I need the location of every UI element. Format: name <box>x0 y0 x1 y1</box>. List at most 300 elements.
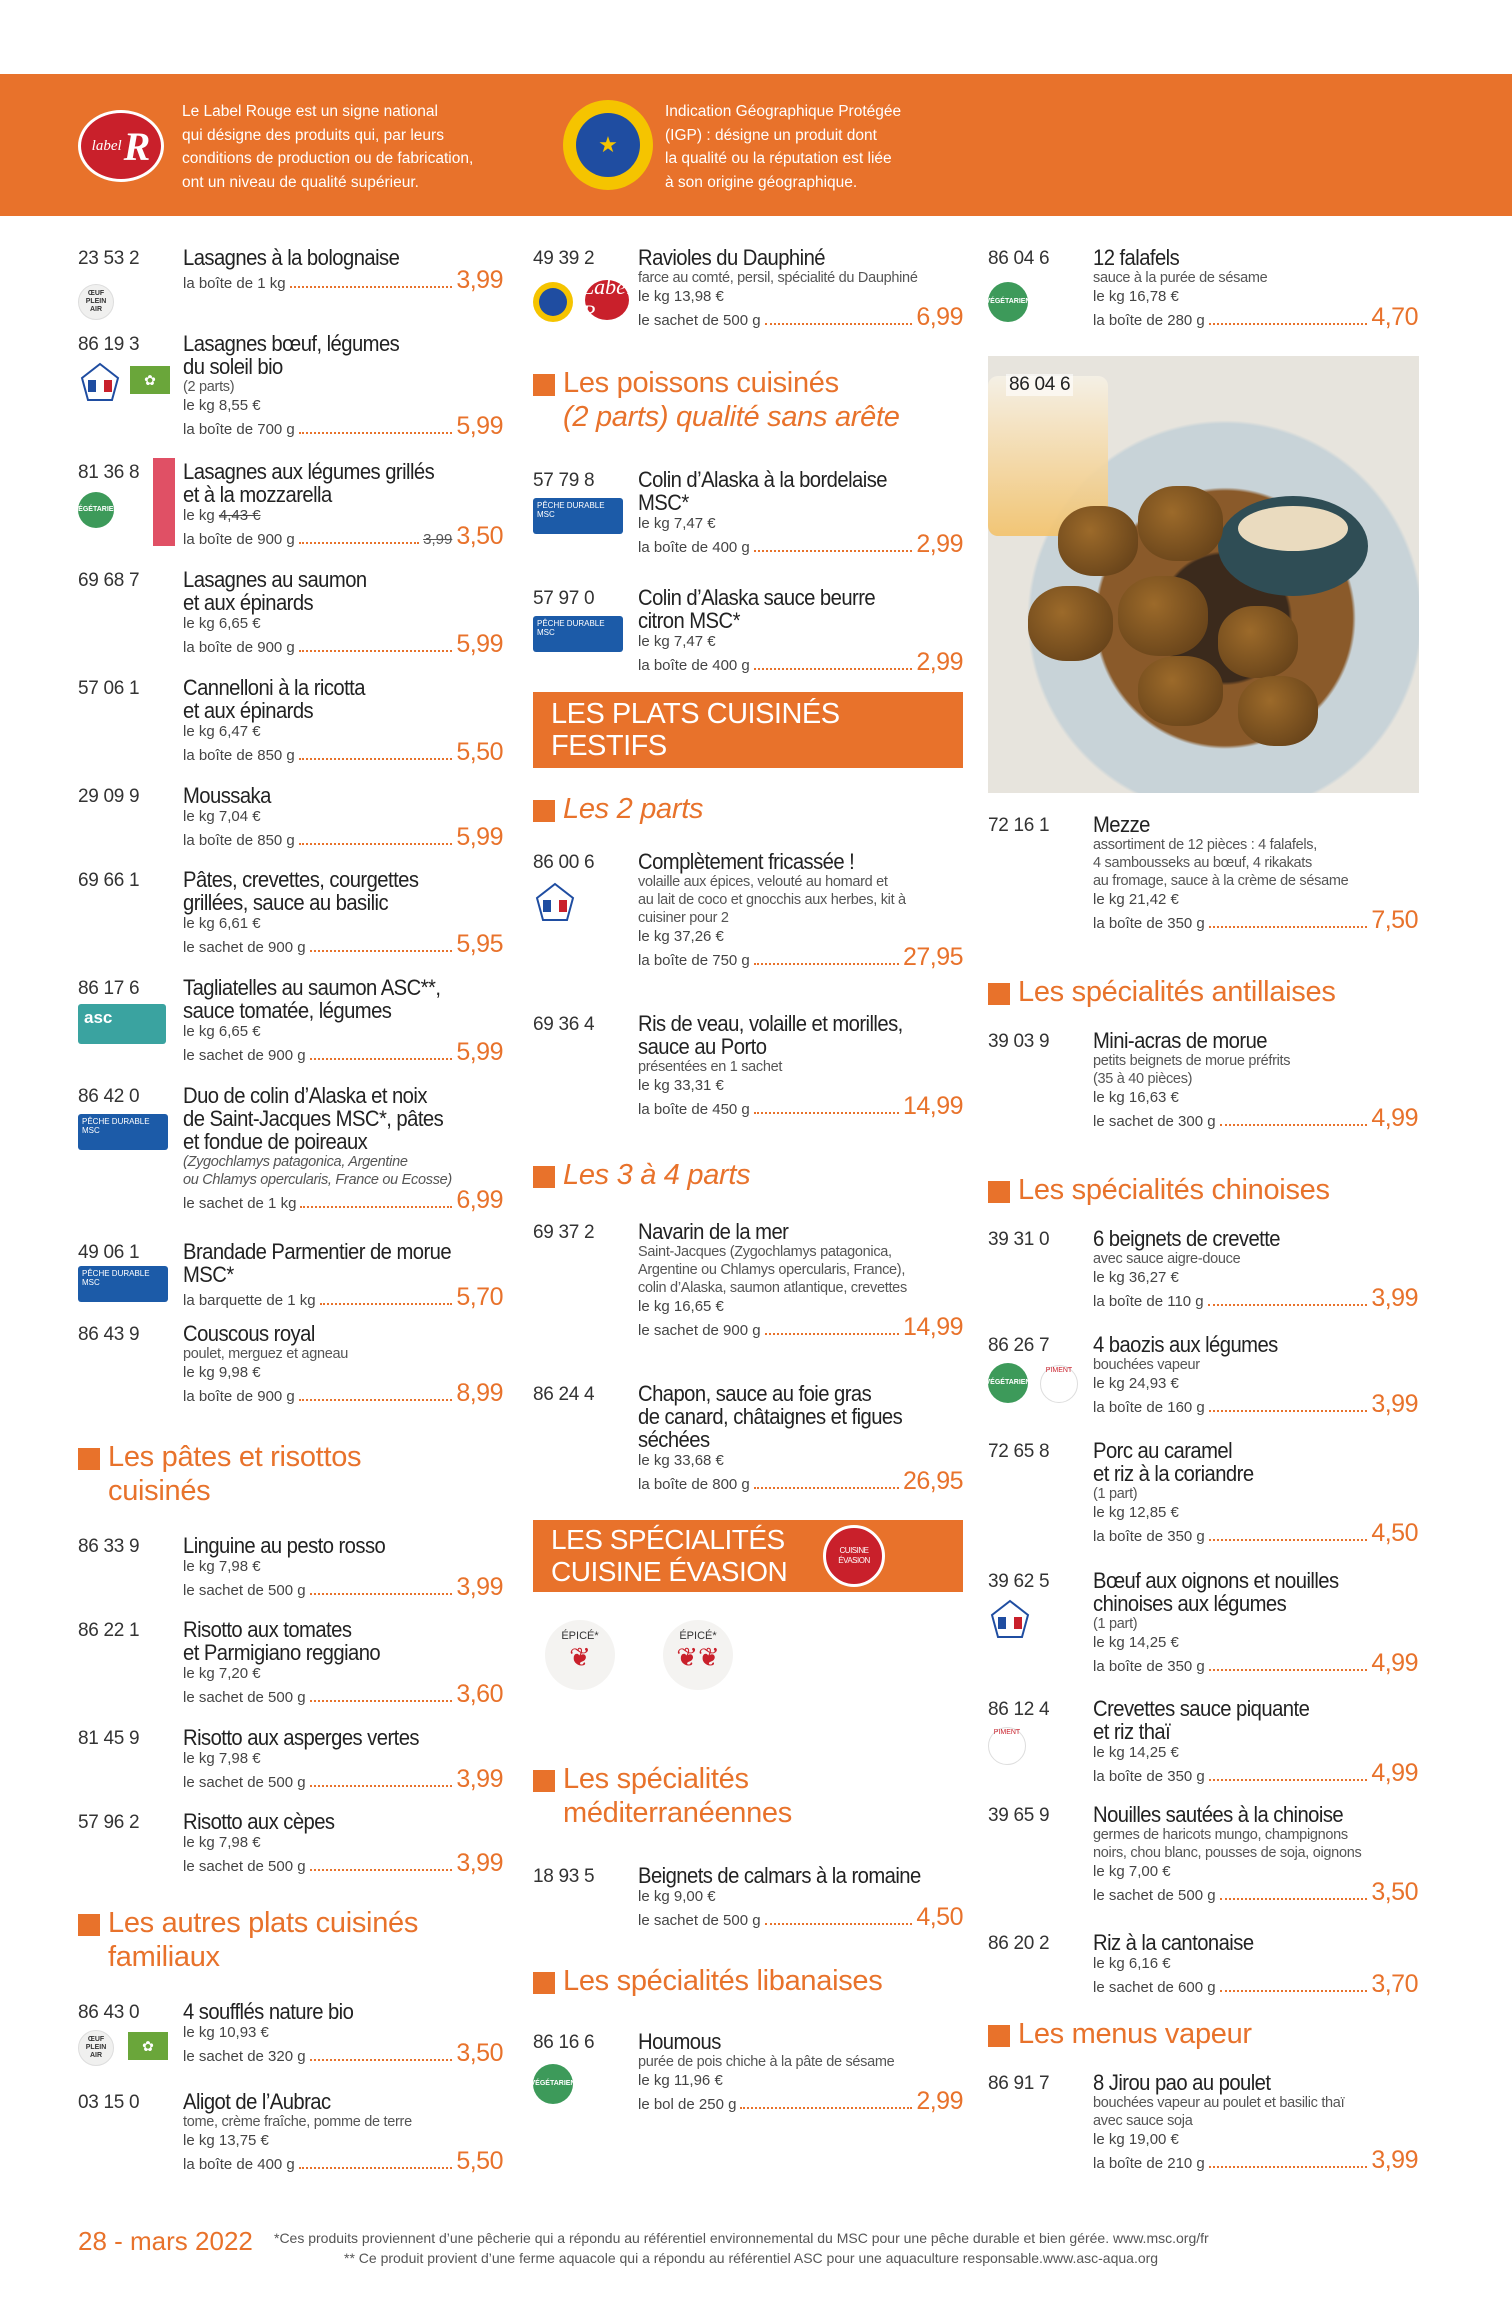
section-heading-chinoises: Les spécialités chinoises <box>988 1173 1418 1227</box>
product-name: Brandade Parmentier de morue <box>183 1239 452 1264</box>
price: 26,95 <box>902 1467 963 1495</box>
price-line <box>183 1283 503 1312</box>
product-code: 57 06 1 <box>78 678 140 699</box>
dotted-leader <box>299 2167 453 2169</box>
msc-label-icon: PÊCHE DURABLE MSC <box>533 616 623 652</box>
msc-label-icon: PÊCHE DURABLE MSC <box>78 1114 168 1150</box>
column-left <box>73 245 503 2190</box>
price-per-kg: le kg 33,31 € <box>638 1077 724 1094</box>
section-heading-antillaises: Les spécialités antillaises <box>988 975 1418 1029</box>
text: (IGP) : désigne un produit dont <box>665 126 877 144</box>
price-per-kg: le kg 7,98 € <box>183 1750 261 1767</box>
product-name: Linguine au pesto rosso <box>183 1533 386 1558</box>
text: *Ces produits proviennent d’une pêcherie qui a répondu au référentiel environnemental du MSC pour une pêche durable et bien gérée. www.msc.org/fr <box>274 2230 1209 2246</box>
product-name: séchées <box>638 1427 710 1452</box>
price-per-kg: le kg 16,65 € <box>638 1298 724 1315</box>
vegetarian-icon: VÉGÉTARIEN <box>533 2064 573 2104</box>
price-per-kg: le kg 11,96 € <box>638 2072 723 2089</box>
france-origin-icon <box>78 362 122 402</box>
dotted-leader <box>310 1785 453 1787</box>
product-name: citron MSC* <box>638 608 740 633</box>
product-name: et fondue de poireaux <box>183 1129 368 1154</box>
price: 4,50 <box>916 1903 963 1931</box>
text: la boîte de 900 g <box>183 531 295 548</box>
text: le sachet de 500 g <box>183 1858 306 1875</box>
price-per-kg: le kg 37,26 € <box>638 928 724 945</box>
product-code: 39 62 5 <box>988 1571 1050 1592</box>
dotted-leader <box>1208 1304 1368 1306</box>
product-description: Argentine ou Chlamys opercularis, France), <box>638 1262 906 1278</box>
product-item[interactable] <box>988 1439 1418 1569</box>
price: 27,95 <box>902 943 963 971</box>
sesame-sauce <box>1238 506 1348 551</box>
product-name: Mezze <box>1093 812 1150 837</box>
product-name: Porc au caramel <box>1093 1438 1233 1463</box>
product-description: colin d’Alaska, saumon atlantique, crevettes <box>638 1280 907 1296</box>
product-item[interactable] <box>988 813 1418 975</box>
product-item[interactable] <box>988 2071 1418 2191</box>
product-name: Houmous <box>638 2029 721 2054</box>
product-item[interactable] <box>78 1810 503 1906</box>
dotted-leader <box>754 1487 899 1489</box>
price-line <box>183 1038 503 1067</box>
dotted-leader <box>310 1700 453 1702</box>
product-description: (1 part) <box>1093 1616 1138 1632</box>
product-description: sauce à la purée de sésame <box>1093 270 1268 286</box>
product-name: Bœuf aux oignons et nouilles <box>1093 1568 1339 1593</box>
product-name: Ravioles du Dauphiné <box>638 245 826 270</box>
dotted-leader <box>1220 1990 1368 1992</box>
price: 3,70 <box>1371 1970 1418 1998</box>
section-heading-2parts: Les 2 parts <box>533 792 963 850</box>
text: le sachet de 900 g <box>183 1047 306 1064</box>
price-per-kg: le kg 6,65 € <box>183 1023 261 1040</box>
product-code: 86 33 9 <box>78 1536 140 1557</box>
falafel-ball <box>1238 676 1318 746</box>
text: Le Label Rouge est un signe national <box>182 103 438 120</box>
product-name: Pâtes, crevettes, courgettes <box>183 867 419 892</box>
price-line <box>183 930 503 959</box>
price: 2,99 <box>916 648 963 676</box>
dotted-leader <box>299 542 419 544</box>
price-per-kg: le kg 8,55 € <box>183 397 261 414</box>
product-item[interactable] <box>78 868 503 976</box>
text: ont un niveau de qualité supérieur. <box>182 173 419 191</box>
product-item[interactable] <box>985 245 1418 356</box>
price: 5,99 <box>456 823 503 851</box>
price-line <box>183 522 503 551</box>
text: la boîte de 400 g <box>638 539 750 556</box>
dotted-leader <box>740 2107 912 2109</box>
product-name: et aux épinards <box>183 590 314 615</box>
product-code: 81 45 9 <box>78 1728 140 1749</box>
product-item[interactable] <box>533 1012 963 1158</box>
text <box>539 288 567 316</box>
price-per-kg: le kg 13,75 € <box>183 2132 269 2149</box>
price: 4,99 <box>1371 1104 1418 1132</box>
product-description: (2 parts) <box>183 379 235 395</box>
dotted-leader <box>299 758 453 760</box>
spicy-icon <box>545 1620 615 1690</box>
section-heading-poissons <box>533 366 963 468</box>
product-code: 72 65 8 <box>988 1441 1050 1462</box>
product-name: 4 baozis aux légumes <box>1093 1332 1278 1357</box>
product-code: 29 09 9 <box>78 786 140 807</box>
price-per-kg: le kg 6,65 € <box>183 615 261 632</box>
dotted-leader <box>310 1593 453 1595</box>
text: la boîte de 160 g <box>1093 1399 1205 1416</box>
price: 4,99 <box>1371 1759 1418 1787</box>
text: le sachet de 500 g <box>1093 1887 1216 1904</box>
vegetarian-icon: VÉGÉTARIEN <box>988 282 1028 322</box>
page-number: 28 - mars 2022 <box>78 2226 253 2256</box>
product-description: au fromage, sauce à la crème de sésame <box>1093 873 1349 889</box>
price-line <box>1093 303 1418 332</box>
text: la boîte de 850 g <box>183 747 295 764</box>
price-line <box>638 648 963 677</box>
product-name: Chapon, sauce au foie gras <box>638 1381 872 1406</box>
price: 4,70 <box>1371 303 1418 331</box>
old-price: 3,99 <box>423 531 453 548</box>
section-heading-vapeur: Les menus vapeur <box>988 2017 1418 2071</box>
text: le sachet de 900 g <box>638 1322 761 1339</box>
product-description: volaille aux épices, velouté au homard et <box>638 874 888 890</box>
product-item[interactable] <box>988 1803 1418 1931</box>
text: la boîte de 350 g <box>1093 1528 1205 1545</box>
dotted-leader <box>754 963 899 965</box>
price: 3,60 <box>456 1680 503 1708</box>
igp-logo <box>563 100 653 190</box>
text: la boîte de 350 g <box>1093 1658 1205 1675</box>
product-code: 39 03 9 <box>988 1031 1050 1052</box>
dotted-leader <box>1209 2166 1368 2168</box>
price: 3,50 <box>456 522 503 550</box>
product-code: 72 16 1 <box>988 815 1050 836</box>
text: 4,43 € <box>218 507 261 524</box>
product-description: (Zygochlamys patagonica, Argentine <box>183 1154 408 1170</box>
text: la boîte de 750 g <box>638 952 750 969</box>
price: 5,99 <box>456 412 503 440</box>
product-code: 57 96 2 <box>78 1812 140 1833</box>
product-name: sauce au Porto <box>638 1034 767 1059</box>
text: le sachet de 500 g <box>638 312 761 329</box>
product-name: Tagliatelles au saumon ASC**, <box>183 975 441 1000</box>
product-item[interactable] <box>530 2029 963 2130</box>
product-name: et aux épinards <box>183 698 314 723</box>
dotted-leader <box>299 432 453 434</box>
text: le sachet de 300 g <box>1093 1113 1216 1130</box>
dotted-leader <box>1220 1124 1368 1126</box>
product-item[interactable] <box>533 1220 963 1382</box>
product-item[interactable] <box>988 1569 1418 1697</box>
text: la boîte de 850 g <box>183 832 295 849</box>
product-name: Duo de colin d’Alaska et noix <box>183 1083 427 1108</box>
price-line <box>183 1573 503 1602</box>
price: 3,99 <box>1371 1284 1418 1312</box>
text: (2 parts) qualité sans arête <box>563 401 900 433</box>
product-code: 86 91 7 <box>988 2073 1050 2094</box>
product-code: 86 43 0 <box>78 2002 140 2023</box>
product-description: présentées en 1 sachet <box>638 1059 783 1075</box>
text: la barquette de 1 kg <box>183 1292 316 1309</box>
product-name: chinoises aux légumes <box>1093 1591 1287 1616</box>
france-origin-icon <box>533 882 577 922</box>
spicy-icon: PIMENT <box>988 1727 1026 1765</box>
product-name: de Saint-Jacques MSC*, pâtes <box>183 1106 444 1131</box>
price-per-kg: le kg 33,68 € <box>638 1452 724 1469</box>
product-code: 86 04 6 <box>988 248 1050 269</box>
label-rouge-text <box>182 100 473 194</box>
product-name: grillées, sauce au basilic <box>183 890 389 915</box>
text: Les pâtes et risottos <box>108 1441 362 1473</box>
price-line <box>183 1379 503 1408</box>
price-line <box>638 943 963 972</box>
product-item[interactable] <box>78 332 503 460</box>
dotted-leader <box>754 668 913 670</box>
product-name: Colin d’Alaska à la bordelaise <box>638 467 887 492</box>
product-description: 4 sambousseks au bœuf, 4 rikakats <box>1093 855 1312 871</box>
text: le sachet de 1 kg <box>183 1195 297 1212</box>
product-name: et riz à la coriandre <box>1093 1461 1254 1486</box>
dotted-leader <box>299 1399 453 1401</box>
product-description: farce au comté, persil, spécialité du Dauphiné <box>638 270 918 286</box>
column-middle <box>530 245 963 2130</box>
product-description: assortiment de 12 pièces : 4 falafels, <box>1093 837 1317 853</box>
product-description: ou Chlamys opercularis, France ou Ecosse) <box>183 1172 452 1188</box>
product-item[interactable] <box>78 1726 503 1810</box>
product-code: 81 36 8 <box>78 462 140 483</box>
price-line <box>638 530 963 559</box>
falafel-ball <box>1138 486 1223 561</box>
product-code: 03 15 0 <box>78 2092 140 2113</box>
product-item[interactable] <box>533 586 963 692</box>
price-line <box>638 303 963 332</box>
product-item[interactable] <box>533 468 963 586</box>
product-code: 69 68 7 <box>78 570 140 591</box>
box-heading-evasion <box>533 1520 963 1592</box>
product-item[interactable] <box>78 568 503 676</box>
text: le sachet de 500 g <box>638 1912 761 1929</box>
igp-text <box>665 100 901 194</box>
product-name: et Parmigiano reggiano <box>183 1640 381 1665</box>
product-name: Aligot de l’Aubrac <box>183 2089 331 2114</box>
product-description: Saint-Jacques (Zygochlamys patagonica, <box>638 1244 892 1260</box>
price-line <box>638 1313 963 1342</box>
product-code: 69 66 1 <box>78 870 140 891</box>
product-item[interactable] <box>985 1332 1418 1439</box>
product-photo-falafels <box>988 356 1419 793</box>
price-per-kg: le kg 14,25 € <box>1093 1744 1179 1761</box>
price-line <box>1093 1104 1418 1133</box>
product-code: 86 17 6 <box>78 978 140 999</box>
text: qui désigne des produits qui, par leurs <box>182 126 444 144</box>
price: 2,99 <box>916 2087 963 2115</box>
product-item[interactable] <box>78 676 503 784</box>
product-name: Nouilles sautées à la chinoise <box>1093 1802 1344 1827</box>
text: le sachet de 600 g <box>1093 1979 1216 1996</box>
evasion-stamp-icon: CUISINE ÉVASION <box>823 1525 885 1587</box>
price: 3,99 <box>456 1765 503 1793</box>
price: 5,95 <box>456 930 503 958</box>
product-item[interactable] <box>78 1322 503 1440</box>
price-line <box>183 266 503 295</box>
price: 14,99 <box>902 1092 963 1120</box>
spicy-icon: PIMENT <box>1040 1365 1078 1403</box>
bio-leaf-icon: ✿ <box>128 2032 168 2060</box>
product-item[interactable] <box>78 1534 503 1618</box>
product-code: 86 24 4 <box>533 1384 595 1405</box>
price-per-kg: le kg 9,98 € <box>183 1364 261 1381</box>
price-per-kg: le kg 14,25 € <box>1093 1634 1179 1651</box>
text: la boîte de 900 g <box>183 1388 295 1405</box>
product-code: 86 43 9 <box>78 1324 140 1345</box>
very-spicy-icon <box>663 1620 733 1690</box>
price-per-kg: le kg 7,20 € <box>183 1665 261 1682</box>
price-line <box>183 738 503 767</box>
price: 5,50 <box>456 2147 503 2175</box>
product-item[interactable] <box>78 1618 503 1726</box>
text: la boîte de 700 g <box>183 421 295 438</box>
falafel-ball <box>1058 506 1138 576</box>
text: la boîte de 350 g <box>1093 915 1205 932</box>
product-item[interactable] <box>988 1931 1418 2017</box>
product-item[interactable] <box>533 246 963 366</box>
price-line <box>183 2039 503 2068</box>
price-per-kg: le kg 24,93 € <box>1093 1375 1179 1392</box>
section-heading-liban: Les spécialités libanaises <box>533 1964 963 2030</box>
product-name: et riz thaï <box>1093 1719 1171 1744</box>
product-name: Complètement fricassée ! <box>638 849 855 874</box>
price: 4,50 <box>1371 1519 1418 1547</box>
price: 5,99 <box>456 1038 503 1066</box>
text: cuisinés <box>108 1475 211 1507</box>
france-origin-icon <box>988 1599 1032 1639</box>
product-description: noirs, chou blanc, pousses de soja, oignons <box>1093 1845 1362 1861</box>
dotted-leader <box>310 1869 453 1871</box>
product-name: Crevettes sauce piquante <box>1093 1696 1310 1721</box>
product-item[interactable] <box>988 1697 1418 1803</box>
egg-free-range-icon: ŒUF PLEIN AIR <box>78 284 114 320</box>
price-per-kg: le kg 6,47 € <box>183 723 261 740</box>
text: la boîte de 1 kg <box>183 275 286 292</box>
product-description: poulet, merguez et agneau <box>183 1346 349 1362</box>
product-code: 86 12 4 <box>988 1699 1050 1720</box>
text: Les poissons cuisinés <box>563 367 839 399</box>
text: Indication Géographique Protégée <box>665 103 902 120</box>
product-code: 49 06 1 <box>78 1242 140 1263</box>
price-line <box>638 1467 963 1496</box>
dotted-leader <box>1209 1669 1368 1671</box>
product-name: Lasagnes bœuf, légumes <box>183 331 400 356</box>
product-description: tome, crème fraîche, pomme de terre <box>183 2114 412 2130</box>
text: le kg <box>183 507 219 524</box>
price-per-kg: le kg 16,63 € <box>1093 1089 1179 1106</box>
product-name: Moussaka <box>183 783 271 808</box>
text: ** Ce produit provient d’une ferme aquacole qui a répondu au référentiel ASC pour une aquaculture responsable.www.asc-aqua.org <box>344 2250 1159 2266</box>
footnotes <box>274 2228 1209 2268</box>
text: le sachet de 500 g <box>183 1582 306 1599</box>
price-per-kg: le kg 36,27 € <box>1093 1269 1179 1286</box>
product-name: Beignets de calmars à la romaine <box>638 1863 921 1888</box>
product-item[interactable] <box>73 459 503 568</box>
dotted-leader <box>310 1058 453 1060</box>
text: la boîte de 450 g <box>638 1101 750 1118</box>
igp-icon <box>533 282 573 322</box>
price: 5,70 <box>456 1283 503 1311</box>
product-name: Risotto aux cèpes <box>183 1809 335 1834</box>
product-item[interactable] <box>78 1084 503 1240</box>
product-name: du soleil bio <box>183 354 283 379</box>
product-description: germes de haricots mungo, champignons <box>1093 1827 1348 1843</box>
text: CUISINE ÉVASION <box>551 1556 788 1587</box>
price: 4,99 <box>1371 1649 1418 1677</box>
price-line <box>183 630 503 659</box>
text: la boîte de 800 g <box>638 1476 750 1493</box>
product-item[interactable] <box>78 976 503 1084</box>
text: la boîte de 400 g <box>638 657 750 674</box>
product-name: Couscous royal <box>183 1321 315 1346</box>
dotted-leader <box>754 550 913 552</box>
price-line <box>183 1765 503 1794</box>
text: conditions de production ou de fabrication, <box>182 150 474 167</box>
label-rouge-logo <box>78 110 164 182</box>
product-name: Cannelloni à la ricotta <box>183 675 365 700</box>
falafel-ball <box>1028 586 1113 661</box>
product-item[interactable] <box>533 1382 963 1520</box>
egg-free-range-icon: ŒUF PLEIN AIR <box>78 2030 114 2066</box>
falafel-ball <box>1118 576 1208 656</box>
product-name: MSC* <box>183 1262 234 1287</box>
product-item[interactable] <box>78 1240 503 1322</box>
product-item[interactable] <box>988 1029 1418 1173</box>
text: la boîte de 210 g <box>1093 2155 1205 2172</box>
price-line <box>1093 2146 1418 2175</box>
price: 3,99 <box>456 1573 503 1601</box>
price: 2,99 <box>916 530 963 558</box>
price-per-kg: le kg 7,98 € <box>183 1558 261 1575</box>
dotted-leader <box>310 950 453 952</box>
product-item[interactable] <box>533 1864 963 1964</box>
product-description: bouchées vapeur <box>1093 1357 1200 1373</box>
product-item[interactable] <box>988 1227 1418 1333</box>
text: la boîte de 350 g <box>1093 1768 1205 1785</box>
price-line <box>1093 1390 1418 1419</box>
price-per-kg: le kg 12,85 € <box>1093 1504 1179 1521</box>
text: le sachet de 500 g <box>183 1774 306 1791</box>
msc-label-icon: PÊCHE DURABLE MSC <box>533 498 623 534</box>
product-item[interactable] <box>78 2000 503 2090</box>
product-code: 86 42 0 <box>78 1086 140 1107</box>
product-item[interactable] <box>78 2090 503 2190</box>
price: 6,99 <box>456 1186 503 1214</box>
dotted-leader <box>765 1333 899 1335</box>
column-right <box>985 245 1418 2191</box>
price-line <box>1093 1878 1418 1907</box>
section-heading-medit <box>533 1762 963 1864</box>
bio-leaf-icon: ✿ <box>130 366 170 394</box>
product-code: 39 65 9 <box>988 1805 1050 1826</box>
price-per-kg: le kg 16,78 € <box>1093 288 1179 305</box>
product-name: et à la mozzarella <box>183 482 332 507</box>
price: 3,50 <box>456 2039 503 2067</box>
product-item[interactable] <box>533 850 963 1012</box>
product-description: (1 part) <box>1093 1486 1138 1502</box>
product-item[interactable] <box>78 784 503 868</box>
dotted-leader <box>299 843 453 845</box>
section-heading-3a4parts: Les 3 à 4 parts <box>533 1158 963 1220</box>
product-item[interactable] <box>78 246 503 332</box>
product-name: Colin d’Alaska sauce beurre <box>638 585 876 610</box>
